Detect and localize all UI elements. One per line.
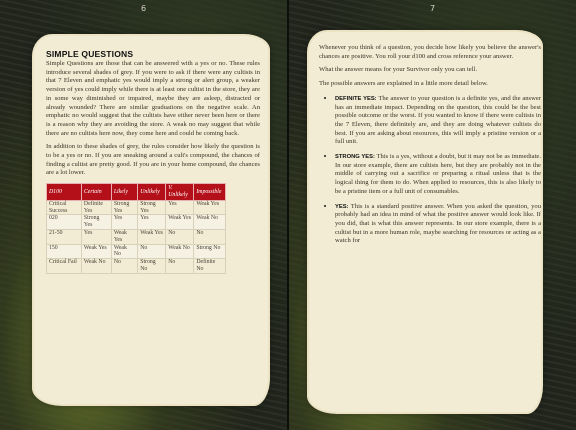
list-item [335, 152, 541, 197]
column-header: Certain [81, 184, 111, 201]
list-item [335, 202, 541, 247]
paragraph: What the answer means for your Survivor only you can tell. [319, 66, 478, 74]
table-cell: 150 [47, 244, 82, 259]
table-cell: No [166, 259, 194, 274]
table-cell: Weak Yes [166, 215, 194, 230]
table-cell: No [111, 259, 137, 274]
table-cell: 020 [47, 215, 82, 230]
table-cell: Definite No [194, 259, 226, 274]
table-cell: No [194, 229, 226, 244]
answer-text: This is a standard positive answer. When you asked the question, you probably had an idea in mind of what the positive answer would look like. If you did, that is what this answer represents. In our store example, there is a cultist but in a more human role, maybe searching for resources or acting as a watch for [335, 202, 542, 245]
table-row [47, 200, 226, 215]
table-cell: Weak Yes [194, 200, 226, 215]
column-header: V. Unlikely [166, 184, 194, 201]
paragraph: Whenever you think of a question, you decide how likely you believe the answer's chances are positive. You roll your d100 and cross reference your answer. [319, 44, 541, 60]
table-cell: Weak No [166, 244, 194, 259]
column-header: Likely [111, 184, 137, 201]
table-cell: Strong Yes [138, 200, 166, 215]
table-cell: Strong Yes [81, 215, 111, 230]
section-title: SIMPLE QUESTIONS [46, 49, 134, 59]
table-cell: Critical Fail [47, 259, 82, 274]
table-cell: Strong No [194, 244, 226, 259]
table-header-row [47, 184, 226, 201]
table-cell: Definite Yes [81, 200, 111, 215]
table-row [47, 259, 226, 274]
paragraph: In addition to these shades of grey, the rules consider how likely the question is to be a yes or no. If you are sneaking around a cult's compound, the chances of finding a cultist are pretty good. If you are in your home compound, the chances are a lot lower. [46, 143, 260, 177]
answer-term: STRONG YES: [335, 154, 375, 161]
table-row [47, 244, 226, 259]
table-cell: Strong No [138, 259, 166, 274]
answer-text: The answer to your question is a definite yes, and the answer has an immediate impact. Depending on the question, this could be the best possible outcome or the worst. If you wanted to know if there were cultists in the 7 Eleven, there definitely are, and they are doing whatever cultists do best. If you are asking about resources, this will imply a pristine version or a full unit. [335, 94, 541, 146]
paragraph: The possible answers are explained in a little more detail below. [319, 80, 488, 88]
table-cell: Critical Success [47, 200, 82, 215]
answer-text: This is a yes, without a doubt, but it may not be as immediate. In our store example, there are cultists here, but they are probably not in the middle of carrying out a sacrifice or preparing a ritual unless that is the logical thing for them to do. When applied to resources, this is also likely to be a pristine item or a full unit of consumables. [335, 153, 541, 195]
table-cell: Yes [81, 229, 111, 244]
right-page-text [319, 44, 541, 251]
page-number: 6 [140, 4, 147, 13]
table-cell: Weak No [194, 215, 226, 230]
table-cell: Weak Yes [111, 229, 137, 244]
list-item [335, 94, 541, 147]
odds-table [46, 183, 226, 274]
table-cell: Strong Yes [111, 200, 137, 215]
table-cell: Yes [166, 200, 194, 215]
table-cell: Weak Yes [138, 229, 166, 244]
left-page-text [46, 49, 260, 274]
answer-term: DEFINITE YES: [335, 95, 377, 102]
table-row [47, 229, 226, 244]
column-header: Impossible [194, 184, 226, 201]
column-header: D100 [47, 184, 82, 201]
table-cell: Weak No [111, 244, 137, 259]
column-header: Unlikely [138, 184, 166, 201]
table-cell: No [166, 229, 194, 244]
table-cell: Weak No [81, 259, 111, 274]
right-page [289, 0, 576, 430]
paragraph: Simple Questions are those that can be answered with a yes or no. These rules introduce several shades of grey. If you were to ask if there were any cultists in that 7 Eleven and emphatic yes would imply a strong or alert group, a weaker version of yes could imply while there is at least one cultist in the store, they are in some way diminished or impaired, maybe they are asleep, distracted or already wounded? There are similar graduations on the negative scale. An emphatic no would suggest that the cultists have either never been here or there is a reason why they are avoiding the store. A weak no may suggest that while there are no cultists here now, they come here and could be coming back. [46, 60, 260, 137]
table-cell: Yes [111, 215, 137, 230]
left-page [0, 0, 287, 430]
table-row [47, 215, 226, 230]
table-cell: Yes [138, 215, 166, 230]
table-cell: 21-50 [47, 229, 82, 244]
table-cell: Weak Yes [81, 244, 111, 259]
page-number: 7 [429, 4, 436, 13]
answer-list [319, 94, 541, 246]
answer-term: YES: [335, 203, 349, 210]
table-cell: No [138, 244, 166, 259]
